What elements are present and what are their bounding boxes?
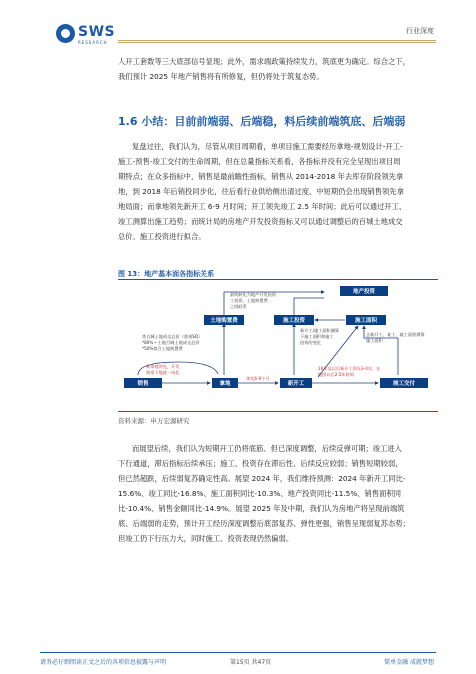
- intro-paragraph: [118, 54, 438, 84]
- figure-source: 资料来源：申万宏源研究: [118, 417, 190, 425]
- section-title: 1.6 小结：目前前端弱、后端稳，料后续前端筑底、后端弱: [118, 115, 406, 128]
- node-real-estate-investment: 地产投资: [340, 286, 388, 296]
- review-line: 地，到 2018 年后销投同步化，往后看行业供给侧出清过度、中短期仍会出现销售领先拿: [118, 187, 404, 196]
- logo-text: SWS: [78, 24, 116, 40]
- note-investment-composition: 最终转化为地产开发投资 工投资、土地购置费 之间联系: [230, 292, 277, 309]
- logo-icon: [56, 24, 75, 43]
- logo-subtext: RESEARCH: [78, 40, 108, 45]
- node-completion-delivery: 竣工交付: [380, 378, 428, 388]
- outlook-line: 但已然超跌，后续弱复苏确定性高。展望 2024 年，我们维持预测：2024 年新开工同比-: [118, 474, 406, 483]
- outlook-line: 底、后端弱的走势，预计开工经历深度调整后底部复苏、弹性更强，销售呈现弱复苏态势；: [118, 519, 410, 528]
- node-construction-area: 施工面积: [346, 315, 386, 325]
- figure-bottom-rule: [118, 411, 438, 412]
- review-line: 期特点；在众多指标中，销售是最前瞻性指标，销售从 2014-2018 年去库存阶段领先拿: [118, 172, 404, 181]
- outlook-paragraph: [118, 441, 438, 546]
- note-sales-leads-land: 新拿地领先，开发 商拿下地就一场化: [146, 364, 180, 375]
- note-area-estimation: 新开工/竣工面积测算 下施工面积和施工 投资的变化: [300, 328, 340, 345]
- review-line: 地局面；而拿地领先新开工 6-9 月时间；开工领先竣工 2.5 年时间；此后可以通过开工、: [118, 202, 407, 211]
- outlook-line: 而展望后续，我们认为短期开工仍将底筋、但已深度调整，后续反弹可期；竣工进入: [132, 444, 402, 453]
- page-number: 第15页 共47页: [230, 659, 272, 666]
- review-line: 施工-预售-竣工交付的生命周期，但在总量指标关系看，各指标并没有完全呈现出项目周: [118, 157, 401, 166]
- review-line: 复盘过往，我们认为，尽管从项目周期看，单项目施工需要经历拿地-规划设计-开工-: [132, 142, 403, 151]
- node-sales: 销售: [124, 378, 162, 388]
- intro-line: 人开工套数等三大底部信号显现；此外，需求端政策持续发力，筑底更为确定。综合之下，: [118, 57, 410, 66]
- footer-divider: [40, 652, 436, 653]
- figure-top-rule: [118, 279, 438, 280]
- review-paragraph: [118, 139, 438, 244]
- outlook-line: 15.6%、竣工同比-16.8%、施工面积同比-10.3%、地产投资同比-11.5%、销售面积同: [118, 489, 402, 498]
- note-lead-6-9-months: 领先6-9个月: [246, 376, 270, 381]
- footer-disclaimer: 请务必仔细阅读正文之后的各项信息披露与声明: [40, 659, 167, 666]
- node-construction-investment: 施工投资: [274, 315, 314, 325]
- node-land-acquisition: 拿地: [212, 378, 238, 388]
- outlook-line: 但竣工仍下行压力大，同时施工、投资表现仍然偏弱。: [118, 534, 294, 543]
- intro-line: 我们预计 2025 年地产销售将有所修复，但仍将处于筑复态势。: [118, 72, 324, 81]
- outlook-line: 下行通道，滞后指标后续承压；施工、投资存在滞后性、后续反应较弱；销售短期较弱，: [118, 459, 403, 468]
- note-lead-2-5-years: 16年及以后新开工领先3-4年，在 地图以后2.5年时间: [318, 366, 381, 377]
- review-line: 总价、施工投资进行拟合。: [118, 232, 206, 241]
- report-category: 行业深度: [406, 27, 434, 35]
- header-divider: [118, 40, 436, 41]
- node-new-start: 新开工: [280, 378, 312, 388]
- review-line: 竣工测算出施工趋势；而统计局的房地产开发投资指标又可以通过调整后的百城土地成交: [118, 217, 403, 226]
- outlook-line: 比-10.4%、销售金额同比-14.9%。展望 2025 年及中期，我们认为房地产将呈现前端筑: [118, 504, 405, 513]
- node-land-purchase-cost: 土地购置费: [204, 315, 244, 325]
- footer-tagline: 简单金融 成就梦想: [384, 659, 434, 666]
- note-land-cost-fit: 类百城土地成交总价（重视SQ） *80%＋土地百城土地成交总价 *50%拟合土地购置费: [142, 334, 203, 351]
- note-construction-area-method: 去新开工、复工、竣工面积测算 施工面积: [366, 332, 425, 343]
- header-divider-secondary: [118, 42, 436, 43]
- indicator-relationship-diagram: [118, 282, 438, 409]
- figure-title: 图 13：地产基本面各指标关系: [118, 270, 215, 278]
